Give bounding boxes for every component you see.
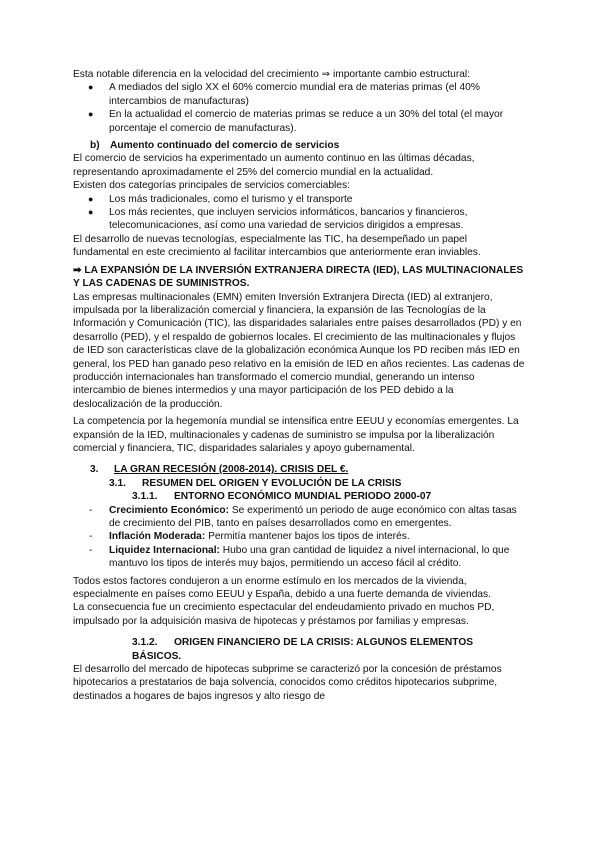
list-item-text: Permitía mantener bajos los tipos de interés. <box>205 531 410 543</box>
section-b-title: Aumento continuado del comercio de servicios <box>110 140 340 152</box>
list-item-term: Crecimiento Económico: <box>109 504 230 516</box>
section-number: 3. <box>90 464 99 476</box>
intro-paragraph: Esta notable diferencia en la velocidad del crecimiento ⇒ importante cambio estructural: <box>73 69 470 80</box>
list-item <box>73 81 525 108</box>
list-item-text: Hubo una gran cantidad de liquidez a nivel internacional, lo que mantuvo los tipos de interés muy bajos, permitiendo un acceso fácil al crédito. <box>109 544 510 570</box>
bullet-icon: ● <box>88 193 94 204</box>
bullet-icon: ● <box>88 109 94 120</box>
bullet-icon: ● <box>88 82 94 93</box>
list-item-text: En la actualidad el comercio de materias primas se reduce a un 30% del total (el mayor porcentaje el comercio de manufacturas). <box>109 109 504 134</box>
list-item <box>73 530 525 543</box>
paragraph: Las empresas multinacionales (EMN) emiten Inversión Extranjera Directa (IED) al extranjero, impulsada por la liberalización comercial y financiera, la expansión de las Tecnologías de la Información y Comunicación (TIC), las disparidades salariales entre países desarrollados (PD) y en desarrollo (PED), y el respaldo de gobiernos locales. El crecimiento de las multinacionales y flujos de IED son características clave de la globalización económica Aunque los PD reciben más IED en general, los PED han ganado peso relativo en la emisión de IED en años recientes. Las cadenas de producción internacionales han transformado el comercio mundial, generando un intenso intercambio de bienes intermedios y una mayor participación de los PED debido a la deslocalización de la producción. <box>73 291 525 410</box>
ied-heading: ➡ LA EXPANSIÓN DE LA INVERSIÓN EXTRANJERA DIRECTA (IED), LAS MULTINACIONALES Y LAS CADENAS DE SUMINISTROS. <box>73 264 524 290</box>
section-title: ORIGEN FINANCIERO DE LA CRISIS: ALGUNOS ELEMENTOS BÁSICOS. <box>132 637 474 662</box>
paragraph: El desarrollo de nuevas tecnologías, especialmente las TIC, ha desempeñado un papel fundamental en este crecimiento al facilitar intercambios que anteriormente eran inviables. <box>73 233 481 259</box>
list-item <box>73 544 525 571</box>
list-item-text: A mediados del siglo XX el 60% comercio mundial era de materias primas (el 40% intercambios de manufacturas) <box>109 82 480 107</box>
paragraph: Existen dos categorías principales de servicios comerciables: <box>73 180 350 192</box>
section-number: 3.1.1. <box>132 491 158 503</box>
section-3-1-2-heading <box>73 636 525 663</box>
paragraph: Todos estos factores condujeron a un enorme estímulo en los mercados de la vivienda, especialmente en países como EEUU y España, debido a una fuerte demanda de viviendas. <box>73 575 491 601</box>
dash-icon: - <box>89 531 93 543</box>
section-number: 3.1. <box>109 477 126 489</box>
section-3-heading <box>73 463 525 476</box>
section-3-1-heading <box>73 477 525 490</box>
section-title: RESUMEN DEL ORIGEN Y EVOLUCIÓN DE LA CRISIS <box>142 477 402 489</box>
bullet-icon: ● <box>88 207 94 218</box>
dash-icon: - <box>89 544 93 556</box>
paragraph: La consecuencia fue un crecimiento espectacular del endeudamiento privado en muchos PD, impulsado por la adquisición masiva de hipotecas y préstamos por familias y empresas. <box>73 602 495 627</box>
section-title: ENTORNO ECONÓMICO MUNDIAL PERIODO 2000-07 <box>174 491 432 503</box>
section-3-1-1-heading <box>73 490 525 503</box>
list-item-text: Se experimentó un periodo de auge económico con altas tasas de crecimiento del PIB, tanto en países desarrollados como en emergentes. <box>109 504 517 529</box>
dash-icon: - <box>89 504 93 516</box>
section-title: LA GRAN RECESIÓN (2008-2014). CRISIS DEL €. <box>114 464 349 476</box>
list-item-term: Inflación Moderada: <box>109 531 206 543</box>
paragraph: La competencia por la hegemonía mundial se intensifica entre EEUU y economías emergentes. La expansión de la IED, multinacionales y cadenas de suministro se impulsa por la liberalización comercial y financiera, TIC, disparidades salariales y apoyo gubernamental. <box>73 416 519 454</box>
list-item <box>73 108 525 135</box>
list-item <box>73 504 525 531</box>
document-page <box>73 68 525 703</box>
list-item-term: Liquidez Internacional: <box>109 544 220 556</box>
paragraph: El comercio de servicios ha experimentado un aumento continuo en las últimas décadas, representando aproximadamente el 25% del comercio mundial en la actualidad. <box>73 153 475 178</box>
section-b-heading <box>73 139 525 152</box>
section-b-label: b) <box>90 140 100 152</box>
list-item <box>73 193 525 206</box>
list-item-text: Los más tradicionales, como el turismo y el transporte <box>109 193 353 205</box>
section-number: 3.1.2. <box>132 637 158 649</box>
list-item <box>73 206 525 233</box>
list-item-text: Los más recientes, que incluyen servicios informáticos, bancarios y financieros, telecomunicaciones, así como una variedad de servicios dirigidos a empresas. <box>109 207 468 232</box>
paragraph: El desarrollo del mercado de hipotecas subprime se caracterizó por la concesión de préstamos hipotecarios a prestatarios de baja solvencia, conocidos como créditos hipotecarios subprime, destinados a hogares de bajos ingresos y alto riesgo de <box>73 664 502 702</box>
